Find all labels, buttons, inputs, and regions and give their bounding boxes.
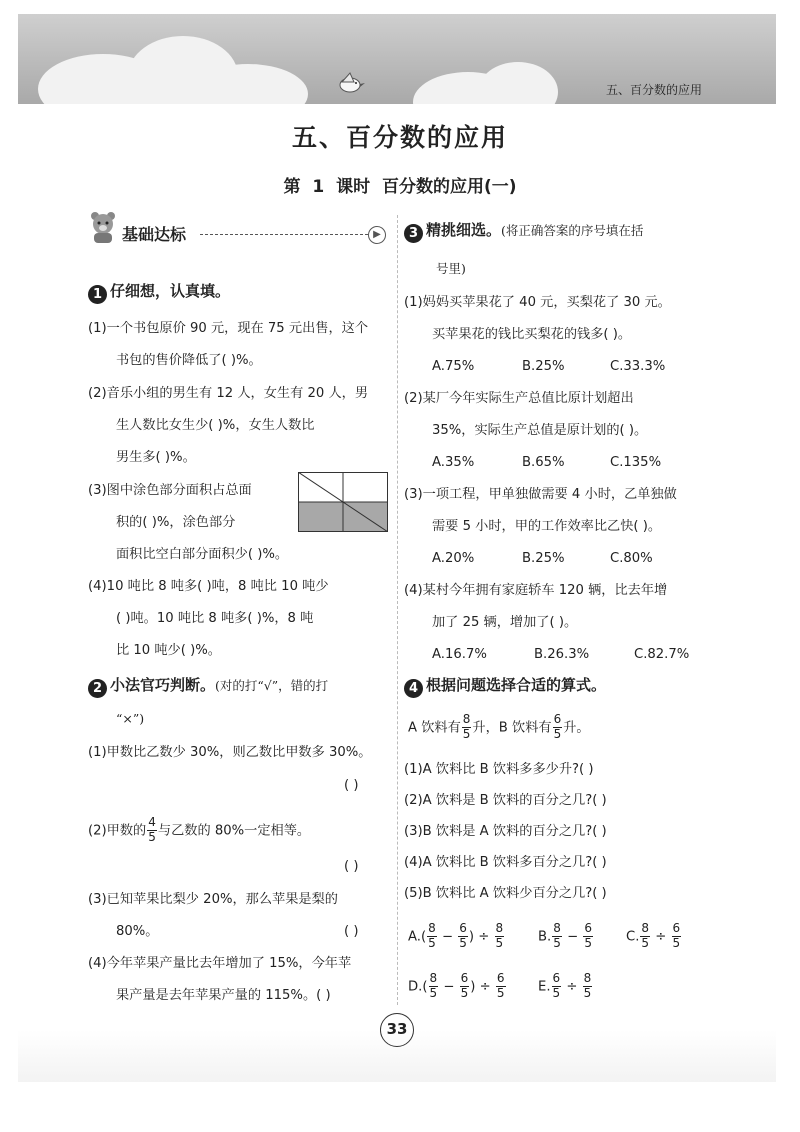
q4-heading (404, 677, 606, 698)
paren: ( (422, 979, 428, 995)
fraction-denominator: 5 (460, 985, 469, 1000)
q3-item: 买苹果花的钱比买梨花的钱多( )。 (432, 327, 632, 342)
fraction (583, 972, 593, 1001)
cloud-decoration (478, 62, 558, 104)
answer-parentheses: ( ) (344, 778, 359, 793)
fraction-numerator: 6 (584, 921, 592, 935)
q2-number: 2 (88, 679, 107, 698)
fraction-denominator: 5 (496, 985, 505, 1000)
fraction-denominator: 5 (583, 985, 592, 1000)
q1-item: 书包的售价降低了( )%。 (116, 353, 262, 368)
q2-item (88, 816, 310, 845)
option-c: C.80% (610, 551, 653, 566)
fraction-denominator: 5 (148, 829, 156, 844)
column-divider (397, 215, 398, 1005)
fraction (552, 972, 562, 1001)
fraction-denominator: 5 (459, 935, 467, 950)
fraction (672, 922, 682, 951)
operator: ÷ (655, 929, 667, 945)
formula-option-c (626, 922, 682, 951)
option-b: B.26.3% (534, 647, 590, 662)
fraction-numerator: 8 (553, 921, 561, 935)
fraction-denominator: 5 (553, 726, 562, 741)
fraction-denominator: 5 (552, 985, 561, 1000)
fraction (458, 922, 468, 951)
header-banner (18, 14, 776, 104)
formula-option-b (538, 922, 594, 951)
q3-item: (4)某村今年拥有家庭轿车 120 辆，比去年增 (404, 583, 668, 598)
q2-item-text: (2)甲数的 (88, 823, 147, 839)
fraction (462, 713, 472, 742)
option-b: B.25% (522, 551, 565, 566)
q3-number: 3 (404, 224, 423, 243)
section-label: 基础达标 (122, 225, 187, 244)
q1-item: (4)10 吨比 8 吨多( )吨，8 吨比 10 吨少 (88, 579, 329, 594)
left-column (88, 210, 388, 1003)
q1-item: ( )吨。10 吨比 8 吨多( )%，8 吨 (116, 611, 314, 626)
operator: − (567, 929, 579, 945)
fraction-denominator: 5 (584, 935, 592, 950)
shaded-rectangle-figure (298, 472, 388, 532)
q2-item: (1)甲数比乙数少 30%，则乙数比甲数多 30%。 (88, 745, 372, 760)
option-b: B.65% (522, 455, 565, 470)
option-letter: E. (538, 979, 551, 995)
q4-intro-text: 升。 (563, 720, 590, 736)
fraction (583, 922, 593, 951)
q2-item: 80%。 (116, 924, 159, 939)
option-letter: B. (538, 929, 552, 945)
q3-item: 加了 25 辆，增加了( )。 (432, 615, 578, 630)
q4-item: (2)A 饮料是 B 饮料的百分之几?( ) (404, 793, 607, 808)
q4-item: (5)B 饮料比 A 饮料少百分之几?( ) (404, 886, 607, 901)
fraction (552, 922, 562, 951)
q1-item: 男生多( )%。 (116, 450, 196, 465)
fraction-denominator: 5 (429, 985, 438, 1000)
q1-item: (1)一个书包原价 90 元，现在 75 元出售，这个 (88, 321, 369, 336)
option-a: A.20% (432, 551, 475, 566)
section-heading (88, 210, 388, 260)
fraction (427, 922, 437, 951)
q4-intro (408, 713, 590, 742)
option-a: A.16.7% (432, 647, 487, 662)
fraction (496, 972, 506, 1001)
option-a: A.35% (432, 455, 475, 470)
operator: ÷ (478, 929, 490, 945)
option-c: C.135% (610, 455, 662, 470)
q2-note: (对的打“√”，错的打 (215, 678, 329, 693)
operator: ÷ (479, 979, 491, 995)
q1-item: 生人数比女生少( )%，女生人数比 (116, 418, 315, 433)
fraction-denominator: 5 (495, 935, 504, 950)
q3-heading-text: 精挑细选。 (426, 221, 502, 239)
q1-item: (3)图中涂色部分面积占总面 (88, 483, 252, 498)
paren: ) (470, 979, 476, 995)
q2-item-text: 与乙数的 80%一定相等。 (157, 823, 311, 839)
dashed-rule (200, 234, 368, 235)
fraction-numerator: 4 (148, 815, 156, 829)
fraction-denominator: 5 (553, 935, 561, 950)
option-letter: C. (626, 929, 640, 945)
q4-number: 4 (404, 679, 423, 698)
q2-note-cont: “×”) (116, 711, 145, 726)
page-title: 五、百分数的应用 (291, 123, 508, 152)
paren: ) (468, 929, 475, 945)
fraction-numerator: 6 (496, 971, 505, 985)
answer-parentheses: ( ) (344, 859, 359, 874)
option-c: C.82.7% (634, 647, 690, 662)
q1-item: 面积比空白部分面积少( )%。 (116, 547, 289, 562)
q1-heading-text: 仔细想，认真填。 (110, 282, 231, 300)
play-arrow-icon: ▶ (368, 226, 386, 244)
fraction-numerator: 6 (552, 971, 561, 985)
q3-item: 需要 5 小时，甲的工作效率比乙快( )。 (432, 519, 662, 534)
operator: − (443, 979, 455, 995)
fraction-denominator: 5 (462, 726, 471, 741)
q2-heading (88, 677, 328, 698)
section-header-label: 五、百分数的应用 (605, 83, 702, 97)
lesson-subtitle: 第 1 课时 百分数的应用(一) (283, 177, 517, 197)
fraction-denominator: 5 (672, 935, 681, 950)
option-b: B.25% (522, 359, 565, 374)
q4-intro-text: 升，B 饮料有 (472, 720, 552, 736)
q3-item: 35%，实际生产总值是原计划的( )。 (432, 423, 648, 438)
fraction-numerator: 8 (641, 921, 650, 935)
q3-heading (404, 222, 643, 243)
q2-item: 果产量是去年苹果产量的 115%。( ) (116, 988, 331, 1003)
fraction (147, 816, 157, 845)
page-number: 33 (380, 1013, 414, 1047)
formula-option-a (408, 922, 505, 951)
fraction-numerator: 8 (462, 712, 471, 726)
q2-item: (4)今年苹果产量比去年增加了 15%，今年苹 (88, 956, 352, 971)
fraction (495, 922, 505, 951)
fraction-numerator: 6 (672, 921, 681, 935)
q3-item: (1)妈妈买苹果花了 40 元，买梨花了 30 元。 (404, 295, 671, 310)
answer-parentheses: ( ) (344, 924, 359, 939)
paren: ( (420, 929, 427, 945)
fraction-numerator: 8 (429, 971, 438, 985)
option-a: A.75% (432, 359, 475, 374)
fraction (429, 972, 439, 1001)
formula-option-e (538, 972, 593, 1001)
option-c: C.33.3% (610, 359, 666, 374)
q3-item: (2)某厂今年实际生产总值比原计划超出 (404, 391, 634, 406)
operator: − (441, 929, 454, 945)
fraction-numerator: 6 (553, 712, 562, 726)
q4-item: (4)A 饮料比 B 饮料多百分之几?( ) (404, 855, 607, 870)
fraction (460, 972, 470, 1001)
q3-note-cont: 号里) (436, 261, 466, 276)
fraction-denominator: 5 (428, 935, 436, 950)
q4-item: (1)A 饮料比 B 饮料多多少升?( ) (404, 762, 594, 777)
q4-heading-text: 根据问题选择合适的算式。 (426, 676, 607, 694)
fraction-numerator: 8 (428, 921, 436, 935)
option-letter: D. (408, 979, 423, 995)
q1-item: 积的( )%，涂色部分 (116, 515, 236, 530)
fraction (640, 922, 650, 951)
formula-option-d (408, 972, 507, 1001)
q3-note: (将正确答案的序号填在括 (501, 223, 644, 238)
fraction-numerator: 6 (459, 921, 467, 935)
bird-icon (336, 68, 366, 98)
q1-heading (88, 283, 230, 304)
q1-item: (2)音乐小组的男生有 12 人，女生有 20 人，男 (88, 386, 369, 401)
operator: ÷ (566, 979, 578, 995)
q2-item: (3)已知苹果比梨少 20%，那么苹果是梨的 (88, 892, 338, 907)
fraction-numerator: 6 (460, 971, 469, 985)
fraction-numerator: 8 (495, 921, 504, 935)
fraction (553, 713, 563, 742)
bear-mascot-icon (88, 210, 118, 244)
option-letter: A. (408, 929, 421, 945)
q4-intro-text: A 饮料有 (408, 720, 461, 736)
q1-item: 比 10 吨少( )%。 (116, 643, 221, 658)
q4-item: (3)B 饮料是 A 饮料的百分之几?( ) (404, 824, 607, 839)
q1-number: 1 (88, 285, 107, 304)
q2-heading-text: 小法官巧判断。 (110, 676, 216, 694)
fraction-numerator: 8 (583, 971, 592, 985)
q3-item: (3)一项工程，甲单独做需要 4 小时，乙单独做 (404, 487, 677, 502)
fraction-denominator: 5 (641, 935, 650, 950)
